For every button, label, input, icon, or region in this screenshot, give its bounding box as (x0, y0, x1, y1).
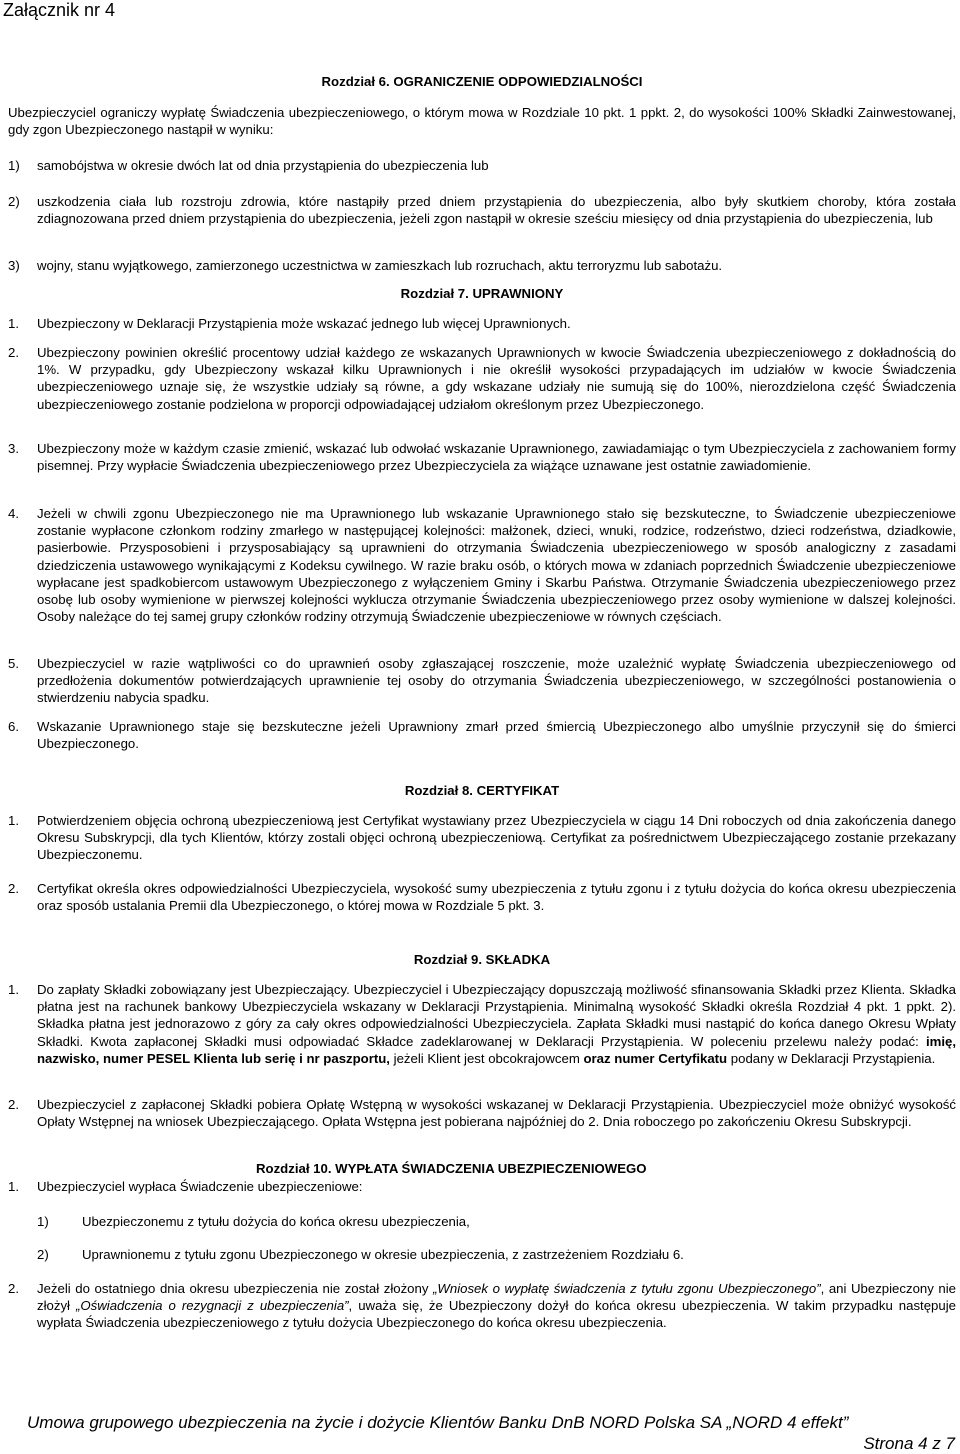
ch7-item-4-number: 4. (8, 506, 19, 521)
ch9-item-1-part-3: podany w Deklaracji Przystąpienia. (727, 1050, 936, 1066)
ch10-sub-1-text: Ubezpieczonemu z tytułu dożycia do końca okresu ubezpieczenia, (82, 1214, 470, 1229)
page-number: Strona 4 z 7 (863, 1434, 955, 1453)
ch6-item-1-number: 1) (8, 158, 20, 173)
ch9-item-1-number: 1. (8, 982, 19, 997)
ch7-item-2-text: Ubezpieczony powinien określić procentowy udział każdego ze wskazanych Uprawnionych w kwocie Świadczenia ubezpieczeniowego z dokładnością do 1%. W przypadku, gdy Ubezpieczony wskazał kilku Uprawnionych i nie określił wysokości przypadających im udziałów w kwocie Świadczenia ubezpieczeniowego uznaje się, że wszystkie udziały są równe, a gdy wskazane udziały nie sumują się do 100%, nierozdzielona część Świadczenia ubezpieczeniowego zostanie podzielona w proporcji odpowiadającej udziałom określonym przez Ubezpieczonego. (37, 345, 956, 412)
ch10-item-2-text (37, 1280, 956, 1332)
ch10-sub-2-text: Uprawnionemu z tytułu zgonu Ubezpieczonego w okresie ubezpieczenia, z zastrzeżeniem Rozdziału 6. (82, 1247, 684, 1262)
ch10-item-2-italic-2: „Oświadczenia o rezygnacji z ubezpieczenia” (76, 1298, 349, 1314)
ch8-item-1-text: Potwierdzeniem objęcia ochroną ubezpieczeniową jest Certyfikat wystawiany przez Ubezpieczyciela w ciągu 14 Dni roboczych od dnia zakończenia danego Okresu Subskrypcji, dla tych Klientów, którzy zostali objęci ochroną ubezpieczeniową. Certyfikat za pośrednictwem Ubezpieczającego zostanie przekazany Ubezpieczonemu. (37, 813, 956, 863)
ch10-item-2-part-3: , uważa się, że Ubezpieczony dożył do końca okresu ubezpieczenia. W takim przypadku następuje wypłata Świadczenia ubezpieczeniowego z tytułu dożycia Ubezpieczonego do końca okresu ubezpieczenia. (37, 1298, 956, 1331)
ch7-item-1-number: 1. (8, 316, 19, 331)
ch6-item-2-text: uszkodzenia ciała lub rozstroju zdrowia, które nastąpiły przed dniem przystąpienia do ubezpieczenia, albo były skutkiem choroby, która została zdiagnozowana przed dniem przystąpienia do ubezpieczenia, jeżeli zgon nastąpił w okresie sześciu miesięcy od dnia przystąpienia do ubezpieczenia, lub (37, 194, 956, 227)
ch7-item-5-number: 5. (8, 656, 19, 671)
ch9-item-1-bold-1: imię, nazwisko, numer PESEL Klienta lub serię i nr paszportu, (37, 1033, 956, 1066)
ch6-item-3-number: 3) (8, 258, 20, 273)
ch10-item-2-number: 2. (8, 1281, 19, 1296)
ch10-item-2-part-2: , ani Ubezpieczony nie złożył (37, 1281, 957, 1314)
ch10-item-2-italic-1: „Wniosek o wypłatę świadczenia z tytułu zgonu Ubezpieczonego” (433, 1281, 821, 1296)
ch7-item-3-number: 3. (8, 441, 19, 456)
ch9-item-1-part-2: jeżeli Klient jest obcokrajowcem (389, 1050, 584, 1066)
ch7-item-1-text: Ubezpieczony w Deklaracji Przystąpienia może wskazać jednego lub więcej Uprawnionych. (37, 316, 571, 331)
ch10-item-2-part-1: Jeżeli do ostatniego dnia okresu ubezpieczenia nie został złożony (37, 1281, 434, 1296)
footer-document-title: Umowa grupowego ubezpieczenia na życie i dożycie Klientów Banku DnB NORD Polska SA „NORD 4 effekt” (27, 1413, 849, 1432)
ch9-item-2-number: 2. (8, 1097, 19, 1112)
ch8-item-2-number: 2. (8, 881, 19, 896)
ch8-item-2-text: Certyfikat określa okres odpowiedzialności Ubezpieczyciela, wysokość sumy ubezpieczenia z tytułu zgonu i z tytułu dożycia do końca okresu ubezpieczenia oraz sposób ustalania Premii dla Ubezpieczonego, o której mowa w Rozdziale 5 pkt. 3. (37, 881, 956, 914)
ch6-item-1-text: samobójstwa w okresie dwóch lat od dnia przystąpienia do ubezpieczenia lub (37, 158, 489, 173)
ch10-item-1-text: Ubezpieczyciel wypłaca Świadczenie ubezpieczeniowe: (37, 1179, 363, 1194)
ch9-item-1-part-1: Do zapłaty Składki zobowiązany jest Ubezpieczający. Ubezpieczyciel i Ubezpieczający dopuszczają możliwość sfinansowania Składki przez Klienta. Składka płatna jest na rachunek bankowy Ubezpieczyciela wskazany w Deklaracji Przystąpienia. Minimalną wysokość Składki określa Rozdział 4 pkt. 1 ppkt. 2). Składka płatna jest jednorazowo z góry za cały okres odpowiedzialności Ubezpieczyciela. Zapłata Składki musi nastąpić do końca danego Okresu Wpłaty Składki. Kwota zapłaconej Składki musi odpowiadać Składce zadeklarowanej w Deklaracji Przystąpienia. W poleceniu przelewu należy podać: (37, 982, 956, 1049)
chapter-6-title: Rozdział 6. OGRANICZENIE ODPOWIEDZIALNOŚCI (321, 74, 643, 89)
ch9-item-1-bold-2: oraz numer Certyfikatu (583, 1050, 728, 1066)
annex-label: Załącznik nr 4 (3, 0, 116, 20)
chapter-8-title: Rozdział 8. CERTYFIKAT (404, 783, 560, 798)
ch6-item-2-number: 2) (8, 194, 20, 209)
ch7-item-3-text: Ubezpieczony może w każdym czasie zmienić, wskazać lub odwołać wskazanie Uprawnionego, zawiadamiając o tym Ubezpieczyciela z zachowaniem formy pisemnej. Przy wypłacie Świadczenia ubezpieczeniowego przez Ubezpieczyciela za wiążące uznawane jest ostatnie zawiadomienie. (37, 441, 956, 474)
ch7-item-6-number: 6. (8, 719, 19, 734)
chapter-6-intro: Ubezpieczyciel ograniczy wypłatę Świadczenia ubezpieczeniowego, o którym mowa w Rozdziale 10 pkt. 1 ppkt. 2, do wysokości 100% Składki Zainwestowanej, gdy zgon Ubezpieczonego nastąpił w wyniku: (8, 105, 956, 138)
ch7-item-6-text: Wskazanie Uprawnionego staje się bezskuteczne jeżeli Uprawniony zmarł przed śmiercią Ubezpieczonego albo umyślnie przyczynił się do śmierci Ubezpieczonego. (37, 719, 956, 752)
chapter-9-title: Rozdział 9. SKŁADKA (413, 952, 551, 967)
ch10-item-1-number: 1. (8, 1179, 19, 1194)
chapter-7-title: Rozdział 7. UPRAWNIONY (400, 286, 564, 301)
ch9-item-1-text (37, 981, 956, 1067)
ch9-item-2-text: Ubezpieczyciel z zapłaconej Składki pobiera Opłatę Wstępną w wysokości wskazanej w Deklaracji Przystąpienia. Ubezpieczyciel może obniżyć wysokość Opłaty Wstępnej na wniosek Ubezpieczającego. Opłata Wstępna jest pobierana najpóźniej do 2. Dnia roboczego po zakończeniu Okresu Subskrypcji. (37, 1097, 956, 1130)
ch8-item-1-number: 1. (8, 813, 19, 828)
ch7-item-5-text: Ubezpieczyciel w razie wątpliwości co do uprawnień osoby zgłaszającej roszczenie, może uzależnić wypłatę Świadczenia ubezpieczeniowego od przedłożenia dokumentów potwierdzających uprawnienie tej osoby do otrzymania Świadczenia ubezpieczeniowego, w szczególności postanowienia o stwierdzeniu nabycia spadku. (37, 656, 956, 706)
ch6-item-3-text: wojny, stanu wyjątkowego, zamierzonego uczestnictwa w zamieszkach lub rozruchach, aktu terroryzmu lub sabotażu. (37, 258, 723, 273)
ch7-item-4-text: Jeżeli w chwili zgonu Ubezpieczonego nie ma Uprawnionego lub wskazanie Uprawnionego stało się bezskuteczne, to Świadczenie ubezpieczeniowe zostanie wypłacone członkom rodziny zmarłego w następującej kolejności: małżonek, dzieci, wnuki, rodzice, rodzeństwo, dzieci rodzeństwa, dziadkowie, pasierbowie. Przysposobieni i przysposabiający są uprawnieni do otrzymania Świadczenia ubezpieczeniowego w sposób analogiczny z zasadami dziedziczenia ustawowego wynikającymi z Kodeksu cywilnego. W razie braku osób, o których mowa w zdaniach poprzednich Świadczenie ubezpieczeniowe wypłacane jest spadkobiercom ustawowym Ubezpieczonego z wyłączeniem Gminy i Skarbu Państwa. Otrzymanie Świadczenia ubezpieczeniowego przez osobę lub osoby wymienione w pierwszej kolejności wyklucza otrzymanie Świadczenia ubezpieczeniowego przez osoby wymienione w dalszej kolejności. Osoby należące do tej samej grupy członków rodziny otrzymują Świadczenie ubezpieczeniowe w równych częściach. (37, 506, 956, 625)
ch10-sub-1-number: 1) (37, 1214, 49, 1229)
ch10-sub-2-number: 2) (37, 1247, 49, 1262)
ch7-item-2-number: 2. (8, 345, 19, 360)
chapter-10-title: Rozdział 10. WYPŁATA ŚWIADCZENIA UBEZPIECZENIOWEGO (256, 1161, 647, 1176)
